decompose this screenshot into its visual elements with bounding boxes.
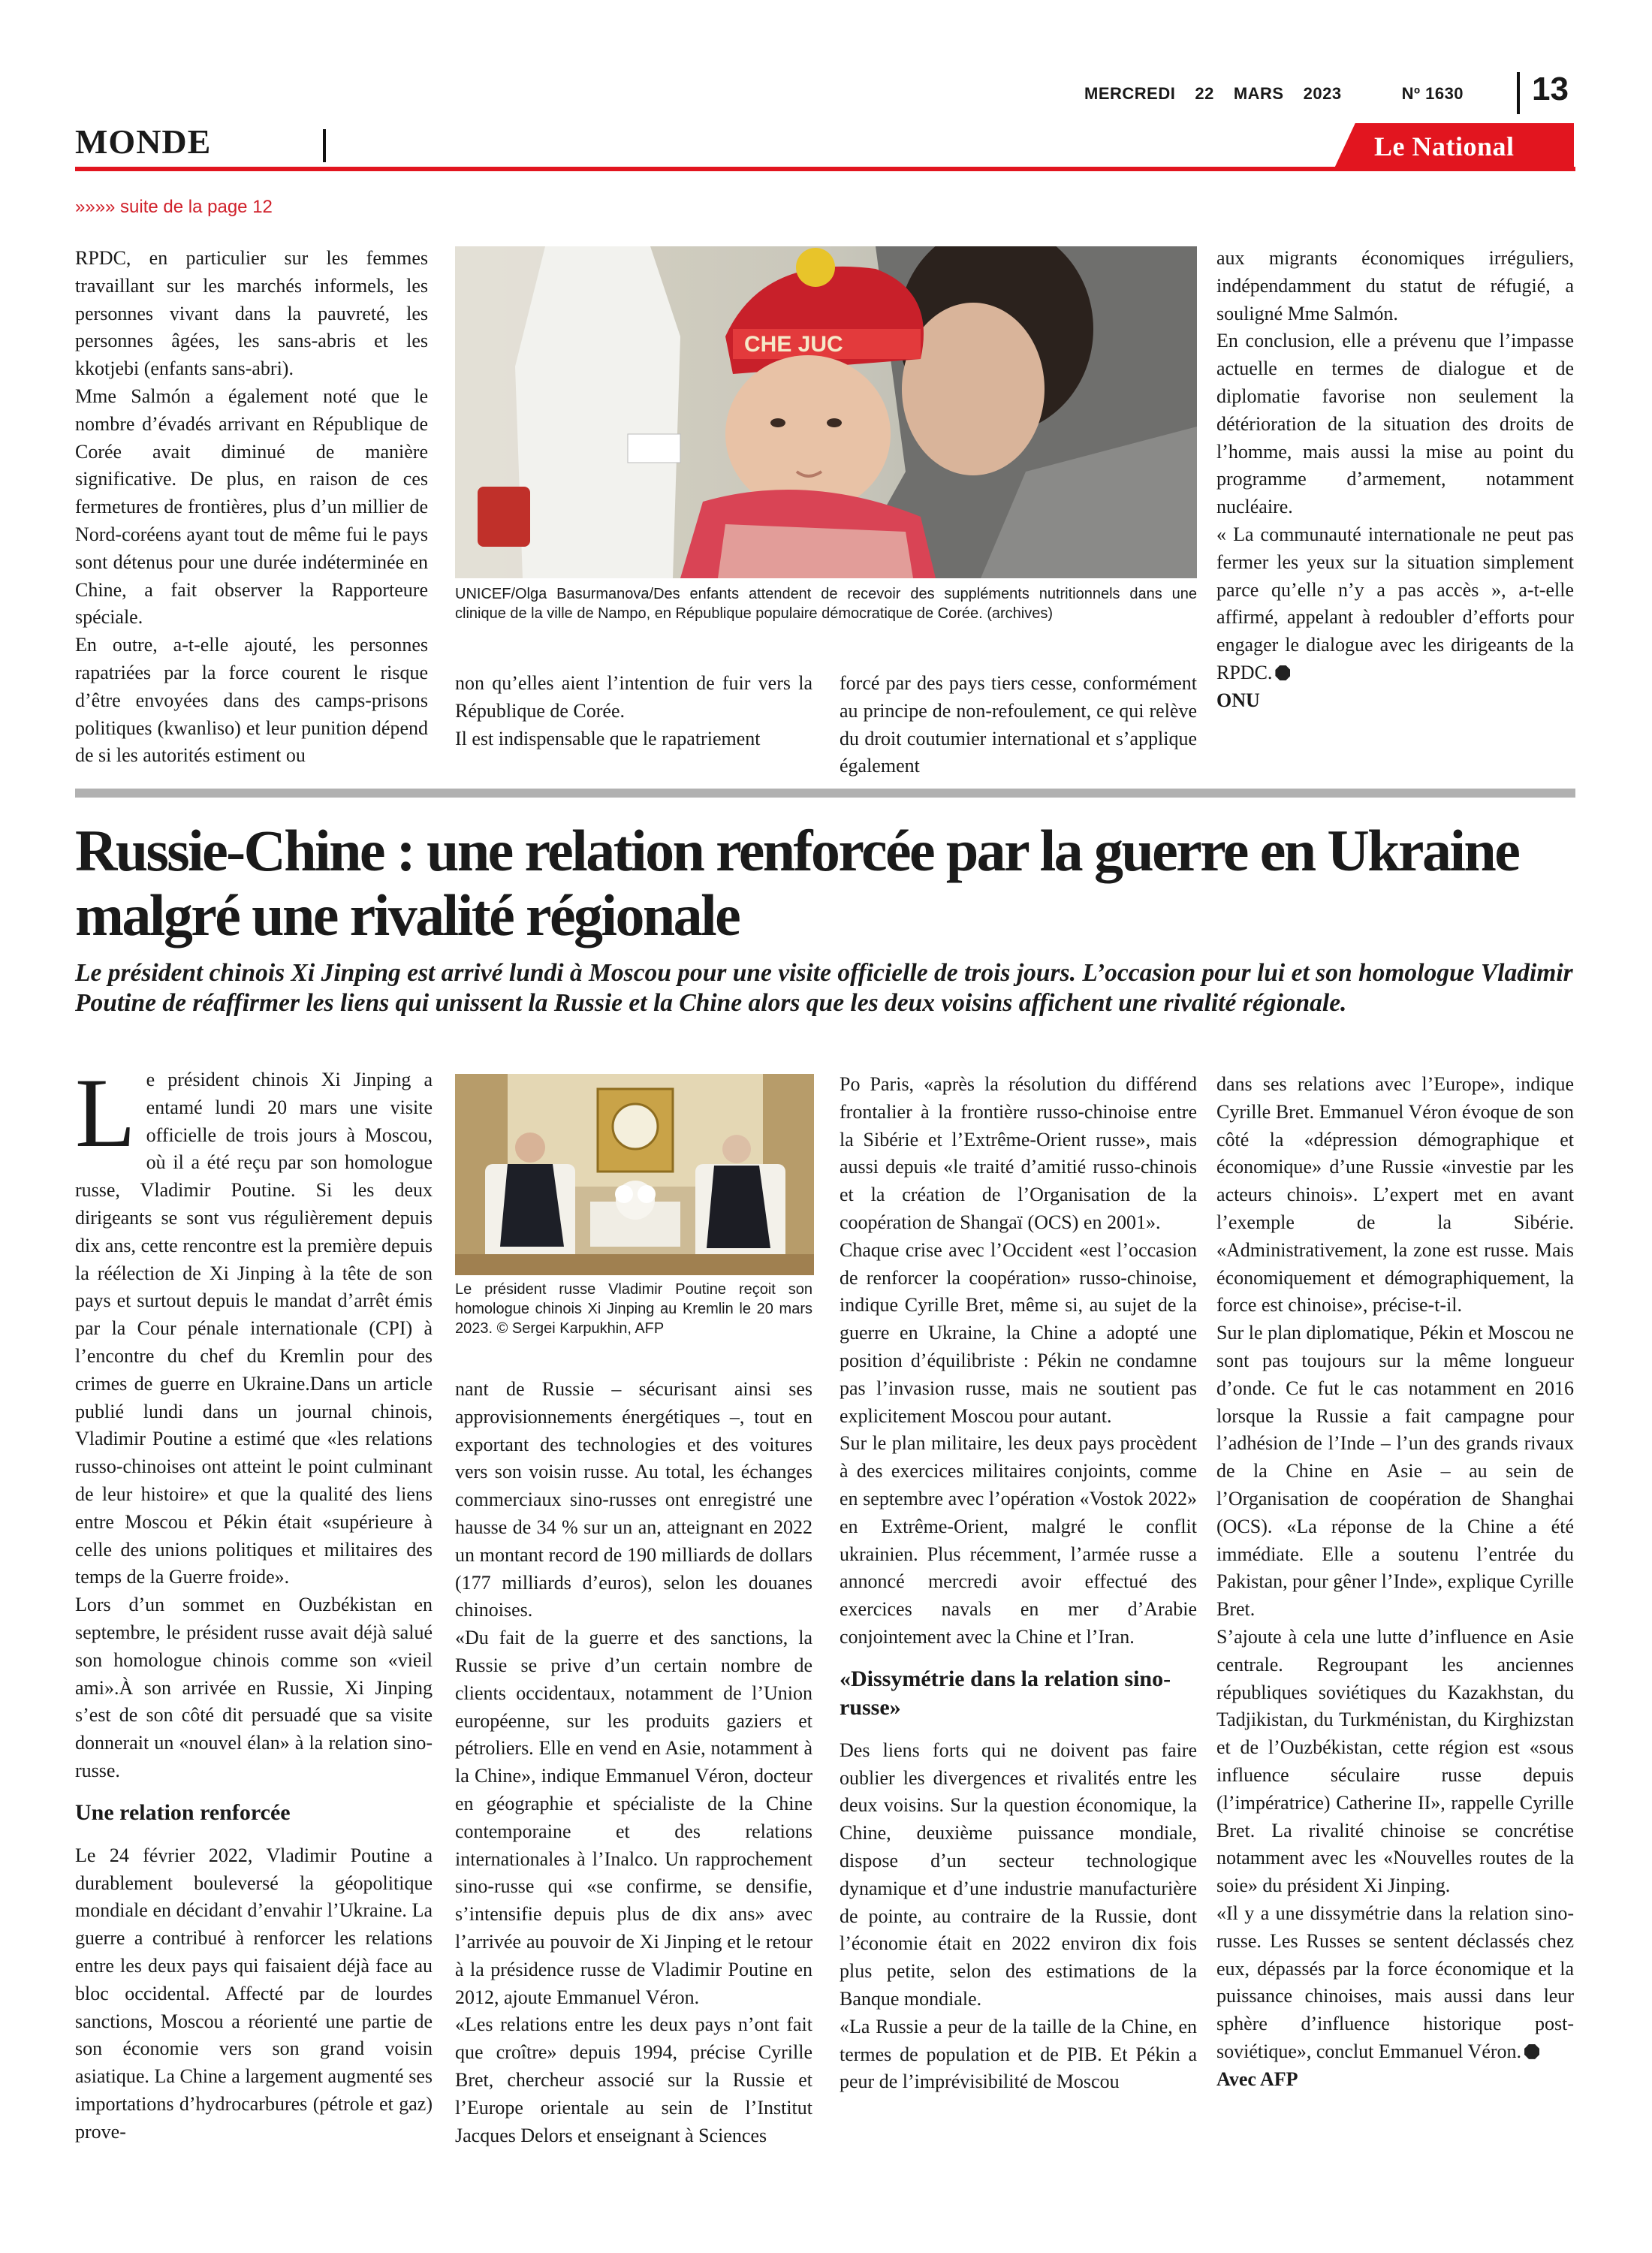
paragraph: Sur le plan diplomatique, Pékin et Moscou ne sont pas toujours sur la même longueur d’onde. Ce fut le cas notamment en 2016 lorsque la Russie a fait campagne pour l’adhésion de l’Inde – l’un des grands rivaux de la Chine en Asie – au sein de l’Organisation de coopération de Shanghai (OCS). «La réponse de la Chine a été immédiate. Elle a soutenu l’entrée du Pakistan, pour gêner l’Inde», explique Cyrille Bret. [1216,1322,1574,1621]
paragraph: Il est indispensable que le rapatriement [455,727,761,749]
paragraph: Po Paris, «après la résolution du différend frontalier à la frontière russo-chinoise entre la Sibérie et l’Extrême-Orient russe», mais aussi depuis «le traité d’amitié russo-chinois et la création de l’Organisation de la coopération de Shangaï (OCS) en 2001». [840,1073,1197,1233]
date-line [1084,84,1557,104]
paragraph: Des liens forts qui ne doivent pas faire oublier les divergences et rivalités entre les deux voisins. Sur la question économique, la Chine, deuxième puissance mondiale, dispose d’un secteur technologique dynamique et d’une industrie manufacturière de pointe, au contraire de la Russie, dont l’économie était en 2022 environ dix fois plus petite, selon des estimations de la Banque mondiale. [840,1739,1197,2010]
paragraph: non qu’elles aient l’intention de fuir vers la République de Corée. [455,672,812,722]
paragraph: forcé par des pays tiers cesse, conformément au principe de non-refoulement, ce qui relève du droit coutumier international et s’applique également [840,672,1197,777]
paragraph: Lors d’un sommet en Ouzbékistan en septembre, le président russe avait déjà salué son homologue chinois comme son «vieil ami».À son arrivée en Russie, Xi Jinping s’est de son côté dit persuadé que sa visite donnerait un «nouvel élan» à la relation sino-russe. [75,1594,433,1781]
hat-lettering: CHE JUC [744,332,843,357]
paragraph: S’ajoute à cela une lutte d’influence en Asie centrale. Regroupant les anciennes républiques soviétiques du Kazakhstan, du Tadjikistan, du Turkménistan, du Kirghizstan et de l’Ouzbékistan, cette région est «sous influence séculaire russe depuis (l’impératrice) Catherine II», rappelle Cyrille Bret. La rivalité chinoise se concrétise notamment avec les «Nouvelles routes de la soie» du président Xi Jinping. [1216,1625,1574,1897]
main-article-column-1 [75,1057,433,2146]
paragraph: «Les relations entre les deux pays n’ont fait que croître» depuis 1994, précise Cyrille Bret, chercheur associé sur la Russie et l’Europe orientale au sein de l’Institut Jacques Delors et enseignant à Sciences [455,2013,812,2146]
paragraph [1216,1900,1574,2066]
main-article-column-4 [1216,1071,1574,2093]
main-article-column-2 [455,1376,812,2149]
standfirst: Le président chinois Xi Jinping est arrivé lundi à Moscou pour une visite officielle de trois jours. L’occasion pour lui et son homologue Vladimir Poutine de réaffirmer les liens qui unissent la Russie et la Chine alors que les deux voisins affichent une rivalité régionale. [75,959,1573,1017]
top-article-column-3 [840,670,1197,780]
paragraph: Mme Salmón a également noté que le nombre d’évadés arrivant en République de Corée avait diminué de manière significative. De plus, en raison de ces fermetures de frontières, plus d’un millier de Nord-coréens ayant tout de même fui le pays sont détenus pour une durée indéterminée en Chine, a fait observer la Rapporteure spéciale. [75,385,428,629]
main-article-signature: Avec AFP [1216,2068,1298,2090]
paragraph-text: « La communauté internationale ne peut pas fermer les yeux sur la situation simplement parce qu’elle n’y a pas accès », a-t-elle affirmé, appelant à redoubler d’efforts pour engager le dialogue avec les dirigeants de la RPDC. [1216,523,1574,683]
paragraph [1216,521,1574,687]
top-article-column-4 [1216,245,1574,715]
paragraph-text: «Il y a une dissymétrie dans la relation sino-russe. Les Russes se sentent déclassés chez eux, dépassés par la force économique et la puissance chinoises, mais aussi dans leur sphère d’influence historique post-soviétique», conclut Emmanuel Véron. [1216,1902,1574,2062]
kremlin-meeting-photo [455,1074,814,1275]
paragraph: En conclusion, elle a prévenu que l’impasse actuelle en termes de dialogue et de diplomatie favorise non seulement la détérioration de la situation des droits de l’homme, mais aussi la mise au point du programme d’armement, notamment nucléaire. [1216,330,1574,518]
brand-name: Le National [1374,131,1515,161]
paragraph [75,1057,433,1591]
end-of-article-icon [1275,665,1290,680]
main-headline: Russie-Chine : une relation renforcée par la guerre en Ukraine malgré une rivalité régionale [75,818,1519,948]
top-article-column-1 [75,245,428,770]
section-title: MONDE [75,122,212,161]
page-number-divider [1517,72,1520,114]
paragraph: «La Russie a peur de la taille de la Chine, en termes de population et de PIB. Et Pékin a peur de l’imprévisibilité de Moscou [840,2015,1197,2093]
dropcap: L [75,1057,136,1168]
paragraph: Le 24 février 2022, Vladimir Poutine a durablement bouleversé la géopolitique mondiale en décidant d’envahir l’Ukraine. La guerre a contribué à renforcer les relations entre les deux pays qui faisaient déjà face au bloc occidental. Affecté par de lourdes sanctions, Moscou a réorienté une partie de son économie vers son grand voisin asiatique. La Chine a largement augmenté ses importations d’hydrocarbures (pétrole et gaz) prove- [75,1844,433,2143]
top-article-column-2 [455,670,812,753]
date-day: 22 [1195,84,1214,103]
date-year: 2023 [1303,84,1342,103]
clinic-photo [455,246,1197,578]
paragraph: Sur le plan militaire, les deux pays procèdent à des exercices militaires conjoints, comme en septembre avec l’opération «Vostok 2022» en Extrême-Orient, malgré le conflit ukrainien. Plus récemment, l’armée russe a annoncé mercredi avoir effectué des exercices navals en mer d’Arabie conjointement avec la Chine et l’Iran. [840,1432,1197,1648]
header-rule [75,167,1575,171]
section-divider [323,129,326,162]
paragraph-text: e président chinois Xi Jinping a entamé lundi 20 mars une visite officielle de trois jours à Moscou, où il a été reçu par son homologue russe, Vladimir Poutine. Si les deux dirigeants se sont vus régulièrement depuis dix ans, cette rencontre est la première depuis la réélection de Xi Jinping à la tête de son pays et surtout depuis le mandat d’arrêt émis par la Cour pénale internationale (CPI) à l’encontre du chef du Kremlin pour des crimes de guerre en Ukraine.Dans un article publié lundi dans un journal chinois, Vladimir Poutine a estimé que «les relations russo-chinoises ont atteint le point culminant de leur histoire» et que la qualité des liens entre Moscou et Pékin était «supérieure à celle des unions politiques et militaires des temps de la Guerre froide». [75,1069,433,1588]
subheading: «Dissymétrie dans la relation sino-russe» [840,1666,1171,1720]
date-weekday: MERCREDI [1084,84,1176,103]
article-separator [75,789,1575,798]
main-article-column-3 [840,1071,1197,2096]
date-month: MARS [1233,84,1284,103]
end-of-article-icon [1524,2044,1539,2059]
top-article-signature: ONU [1216,689,1260,711]
continuation-note: »»»» suite de la page 12 [75,197,273,217]
clinic-photo-caption: UNICEF/Olga Basurmanova/Des enfants attendent de recevoir des suppléments nutritionnels dans une clinique de la ville de Nampo, en République populaire démocratique de Corée. (archives) [455,586,1197,622]
page-number: 13 [1532,71,1569,107]
paragraph: dans ses relations avec l’Europe», indique Cyrille Bret. Emmanuel Véron évoque de son côté la «dépression démographique et économique» d’une Russie «investie par les acteurs chinois». L’expert met en avant l’exemple de la Sibérie. «Administrativement, la zone est russe. Mais économiquement et démographiquement, la force est chinoise», précise-t-il. [1216,1073,1574,1317]
subheading: Une relation renforcée [75,1799,291,1825]
paragraph: En outre, a-t-elle ajouté, les personnes rapatriées par la force courent le risque d’être envoyées dans des camps-prisons politiques (kwanliso) et leur punition dépend de si les autorités estiment ou [75,634,428,767]
paragraph: aux migrants économiques irréguliers, indépendamment du statut de réfugié, a souligné Mme Salmón. [1216,247,1574,324]
paragraph: RPDC, en particulier sur les femmes travaillant sur les marchés informels, les personnes vivant dans la pauvreté, les personnes âgées, les sans-abris et les kkotjebi (enfants sans-abri). [75,247,428,380]
paragraph: «Du fait de la guerre et des sanctions, la Russie se prive d’un certain nombre de clients occidentaux, notamment de l’Union européenne, sur les produits gaziers et pétroliers. Elle en vend en Asie, notamment à la Chine», indique Emmanuel Véron, docteur en géographie et spécialiste de la Chine contemporaine et des relations internationales à l’Inalco. Un rapprochement sino-russe qui «se confirme, se densifie, s’intensifie depuis plus de dix ans» avec l’arrivée au pouvoir de Xi Jinping et le retour à la présidence russe de Vladimir Poutine en 2012, ajoute Emmanuel Véron. [455,1627,812,2008]
issue-number: Nº 1630 [1401,84,1464,103]
paragraph: Chaque crise avec l’Occident «est l’occasion de renforcer la coopération» russo-chinoise, indique Cyrille Bret, même si, au sujet de la guerre en Ukraine, la Chine a adopté une position d’équilibriste : Pékin ne condamne pas l’invasion russe, mais ne soutient pas explicitement Moscou pour autant. [840,1238,1197,1427]
paragraph: nant de Russie – sécurisant ainsi ses approvisionnements énergétiques –, tout en exportant des technologies et des voitures vers son voisin russe. Au total, les échanges commerciaux sino-russes ont enregistré une hausse de 34 % sur un an, atteignant en 2022 un montant record de 190 milliards de dollars (177 milliards d’euros), selon les douanes chinoises. [455,1378,812,1621]
kremlin-photo-caption: Le président russe Vladimir Poutine reçoit son homologue chinois Xi Jinping au Kremlin le 20 mars 2023. © Sergei Karpukhin, AFP [455,1281,812,1337]
